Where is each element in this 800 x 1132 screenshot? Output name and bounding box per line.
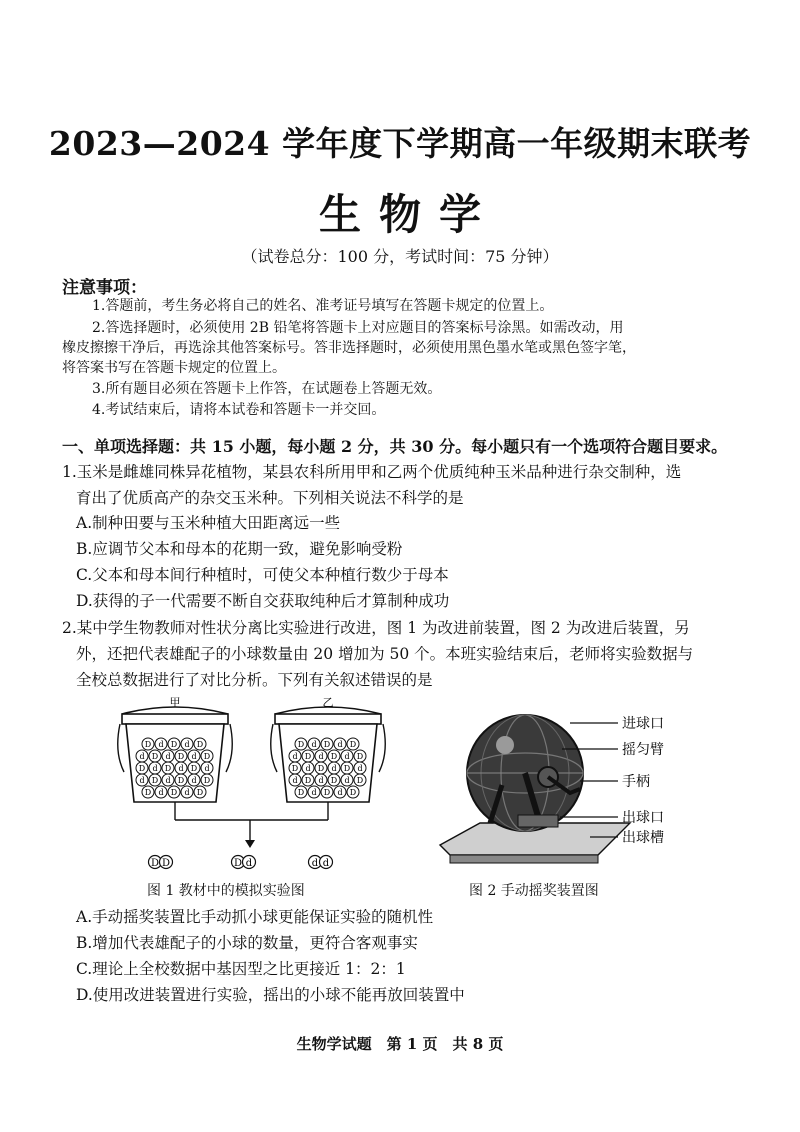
gamete-ball-letter: d [311, 740, 317, 749]
gamete-ball-letter: D [151, 776, 159, 785]
gamete-ball-letter: D [297, 788, 305, 797]
notice-line-5: 3.所有题目必须在答题卡上作答，在试题卷上答题无效。 [92, 381, 442, 397]
gamete-ball-letter: d [292, 752, 298, 761]
q1-option-d: D.获得的子一代需要不断自交获取纯种后才算制种成功 [76, 592, 450, 610]
genotype-letter: d [322, 858, 330, 869]
label-ball-inlet: 进球口 [622, 716, 664, 732]
gamete-ball-letter: D [177, 752, 185, 761]
notice-line-2: 2.答选择题时，必须使用 2B 铅笔将答题卡上对应题目的答案标号涂黑。如需改动，用 [92, 320, 624, 336]
gamete-ball-letter: d [152, 764, 158, 773]
gamete-ball-letter: d [292, 776, 298, 785]
figure-2-caption: 图 2 手动摇奖装置图 [469, 883, 599, 899]
label-ball-outlet: 出球口 [622, 810, 664, 826]
gamete-ball-letter: D [343, 764, 351, 773]
gamete-ball-letter: D [177, 776, 185, 785]
q1-option-b: B.应调节父本和母本的花期一致，避免影响受粉 [76, 540, 403, 558]
q2-option-b: B.增加代表雄配子的小球的数量，更符合客观事实 [76, 934, 418, 952]
q1-stem-line-2: 育出了优质高产的杂交玉米种。下列相关说法不科学的是 [76, 489, 464, 507]
figure-1-caption: 图 1 教材中的模拟实验图 [147, 883, 305, 899]
gamete-ball-letter: D [138, 764, 146, 773]
gamete-ball-letter: D [151, 752, 159, 761]
gamete-ball-letter: D [291, 764, 299, 773]
gamete-ball-letter: D [144, 788, 152, 797]
gamete-ball-letter: D [317, 764, 325, 773]
gamete-ball-letter: D [356, 752, 364, 761]
bucket-right-label: 乙 [322, 696, 334, 709]
bucket-left [118, 707, 233, 802]
gamete-ball-letter: D [170, 740, 178, 749]
gamete-ball-letter: d [344, 752, 350, 761]
gamete-ball-letter: D [196, 788, 204, 797]
gamete-ball-letter: D [323, 740, 331, 749]
gamete-ball-letter: D [356, 776, 364, 785]
bucket-right [271, 707, 386, 802]
label-shaking-arm: 摇匀臂 [622, 742, 664, 758]
section-heading: 一、单项选择题：共 15 小题，每小题 2 分，共 30 分。每小题只有一个选项符合题目要求。 [62, 437, 728, 456]
gamete-ball-letter: d [318, 776, 324, 785]
gamete-ball-letter: d [184, 740, 190, 749]
q1-stem-line-1: 1.玉米是雌雄同株异花植物，某县农科所用甲和乙两个优质纯种玉米品种进行杂交制种，选 [62, 463, 682, 481]
notice-line-1: 1.答题前，考生务必将自己的姓名、准考证号填写在答题卡规定的位置上。 [92, 298, 554, 314]
genotype-letter: D [233, 858, 243, 869]
gamete-ball-letter: D [304, 776, 312, 785]
gamete-ball-letter: D [196, 740, 204, 749]
notice-line-4: 将答案书写在答题卡规定的位置上。 [62, 360, 286, 376]
q2-option-d: D.使用改进装置进行实验，摇出的小球不能再放回装置中 [76, 986, 465, 1004]
gamete-ball-letter: D [203, 752, 211, 761]
gamete-ball-letter: D [349, 740, 357, 749]
gamete-ball-letter: d [139, 752, 145, 761]
bucket-left-label: 甲 [169, 696, 181, 709]
figure-2-lottery-machine [430, 705, 690, 875]
page-footer: 生物学试题 第 1 页 共 8 页 [296, 1035, 504, 1053]
figure-1-buckets [110, 692, 390, 877]
gamete-ball-letter: d [337, 788, 343, 797]
gamete-ball-letter: D [164, 764, 172, 773]
gamete-ball-letter: D [144, 740, 152, 749]
gamete-ball-letter: d [178, 764, 184, 773]
gamete-ball-letter: d [305, 764, 311, 773]
gamete-ball-letter: d [311, 788, 317, 797]
gamete-ball-letter: d [344, 776, 350, 785]
gamete-ball-letter: d [337, 740, 343, 749]
gamete-ball-letter: d [204, 764, 210, 773]
gamete-ball-letter: d [318, 752, 324, 761]
q2-stem-line-1: 2.某中学生物教师对性状分离比实验进行改进，图 1 为改进前装置，图 2 为改进后装置，另 [62, 619, 690, 637]
q2-option-a: A.手动摇奖装置比手动抓小球更能保证实验的随机性 [76, 908, 434, 926]
exam-title: 2023—2024 学年度下学期高一年级期末联考 [48, 124, 752, 163]
gamete-ball-letter: d [191, 752, 197, 761]
gamete-ball-letter: d [357, 764, 363, 773]
gamete-ball-letter: D [330, 752, 338, 761]
q1-option-c: C.父本和母本间行种植时，可使父本种植行数少于母本 [76, 566, 449, 584]
subject-title: 生物学 [318, 190, 499, 239]
q2-option-c: C.理论上全校数据中基因型之比更接近 1：2：1 [76, 960, 406, 978]
q2-stem-line-3: 全校总数据进行了对比分析。下列有关叙述错误的是 [76, 671, 433, 689]
gamete-ball-letter: d [158, 740, 164, 749]
gamete-ball-letter: D [203, 776, 211, 785]
gamete-ball-letter: d [165, 776, 171, 785]
gamete-ball-letter: d [165, 752, 171, 761]
gamete-ball-letter: d [184, 788, 190, 797]
label-ball-tray: 出球槽 [622, 830, 664, 846]
genotype-letter: d [245, 858, 253, 869]
gamete-ball-letter: D [330, 776, 338, 785]
gamete-ball-letter: D [170, 788, 178, 797]
gamete-ball-letter: d [158, 788, 164, 797]
exam-info: （试卷总分：100 分，考试时间：75 分钟） [241, 247, 559, 266]
genotype-letter: D [161, 858, 171, 869]
gamete-ball-letter: D [304, 752, 312, 761]
notice-line-3: 橡皮擦擦干净后，再选涂其他答案标号。答非选择题时，必须使用黑色墨水笔或黑色签字笔， [62, 340, 636, 356]
gamete-ball-letter: d [139, 776, 145, 785]
gamete-ball-letter: D [349, 788, 357, 797]
q2-stem-line-2: 外，还把代表雄配子的小球数量由 20 增加为 50 个。本班实验结束后，老师将实验数据与 [76, 645, 694, 663]
gamete-ball-letter: d [331, 764, 337, 773]
gamete-ball-letter: D [323, 788, 331, 797]
genotype-letter: D [150, 858, 160, 869]
gamete-ball-letter: D [297, 740, 305, 749]
gamete-ball-letter: D [190, 764, 198, 773]
q1-option-a: A.制种田要与玉米种植大田距离远一些 [76, 514, 341, 532]
notice-line-6: 4.考试结束后，请将本试卷和答题卡一并交回。 [92, 402, 386, 418]
label-handle: 手柄 [622, 774, 650, 790]
notice-heading: 注意事项： [62, 278, 147, 298]
gamete-ball-letter: d [191, 776, 197, 785]
genotype-letter: d [311, 858, 319, 869]
